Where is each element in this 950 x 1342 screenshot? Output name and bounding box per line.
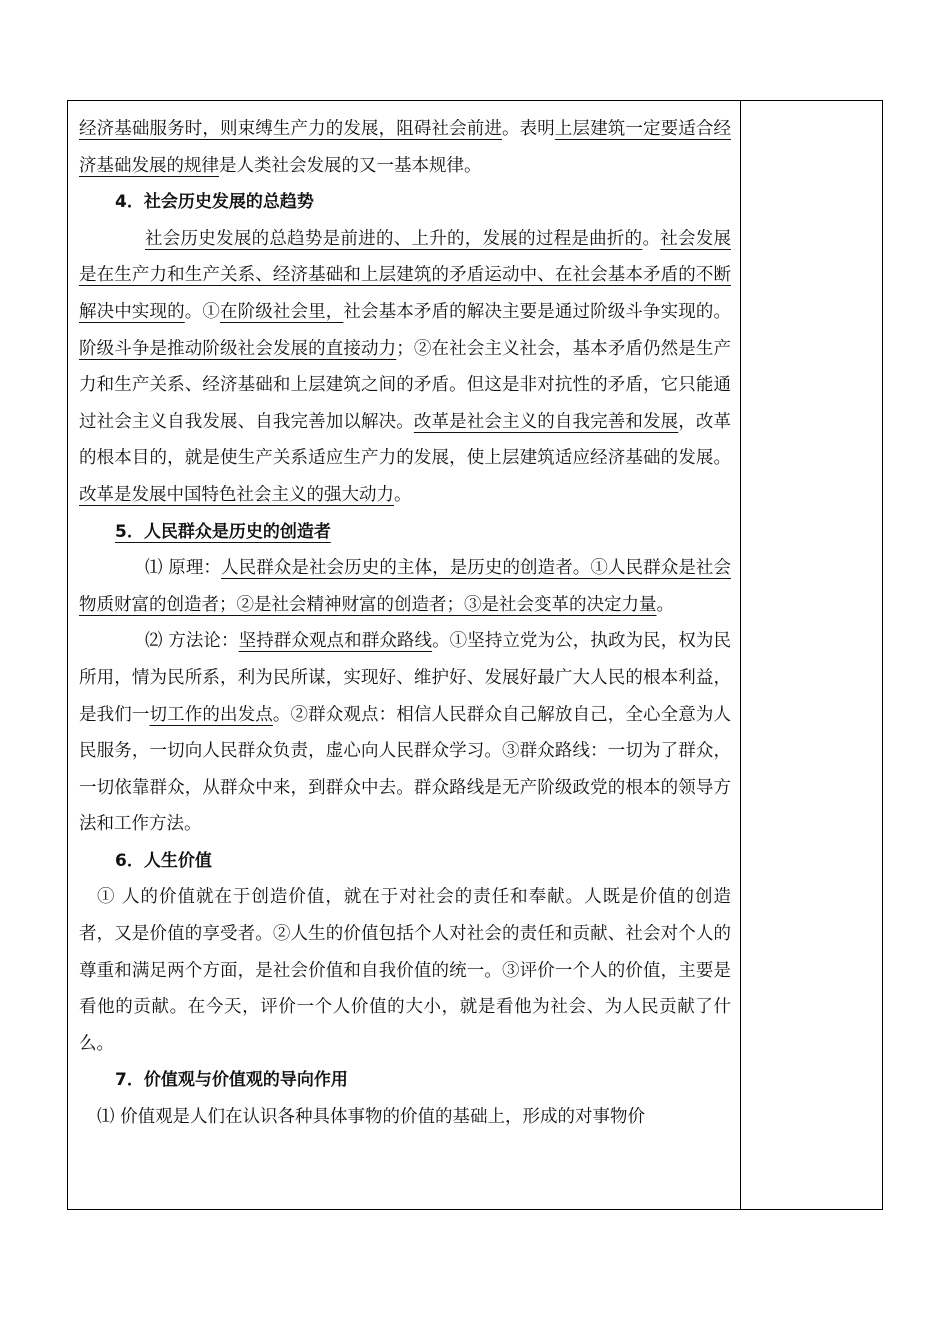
underlined-text: 社会历史发展的总趋势是前进的、上升的，发展的过程是曲折的 — [145, 228, 643, 249]
underlined-text: 经济基础服务时，则束缚生产力的发展，阻碍社会前进 — [79, 119, 502, 139]
main-text-cell — [79, 111, 731, 1136]
section-5-heading: 5．人民群众是历史的创造者 — [115, 521, 331, 542]
section-4-paragraph: 社会历史发展的总趋势是前进的、上升的，发展的过程是曲折的。社会发展是在生产力和生产关系、经济基础和上层建筑的矛盾运动中、在社会基本矛盾的不断解决中实现的。①在阶级社会里，社会基本矛盾的解决主要是通过阶级斗争实现的。阶级斗争是推动阶级社会发展的直接动力；②在社会主义社会，基本矛盾仍然是生产力和生产关系、经济基础和上层建筑之间的矛盾。但这是非对抗性的矛盾，它只能通过社会主义自我发展、自我完善加以解决。改革是社会主义的自我完善和发展，改革的根本目的，就是使生产关系适应生产力的发展，使上层建筑适应经济基础的发展。改革是发展中国特色社会主义的强大动力。 — [79, 228, 731, 505]
underlined-text: 社会发展是在生产力和生产关系、经济基础和上层建筑的矛盾运动中、在社会基本矛盾的不断解决中实现的 — [79, 228, 731, 322]
content-table — [67, 100, 883, 1210]
underlined-text: 在阶级社会里， — [220, 301, 344, 322]
underlined-text: 改革是社会主义的自我完善和发展 — [413, 411, 679, 432]
section-4-heading: 4．社会历史发展的总趋势 — [115, 192, 314, 213]
underlined-text: 上层建筑一定要适合经济基础发展的规律 — [79, 119, 731, 176]
section-6-paragraph: ① 人的价值就在于创造价值，就在于对社会的责任和奉献。人既是价值的创造者，又是价值的享受者。②人生的价值包括个人对社会的责任和贡献、社会对个人的尊重和满足两个方面，是社会价值和自我价值的统一。③评价一个人的价值，主要是看他的贡献。在今天，评价一个人价值的大小，就是看他为社会、为人民贡献了什么。 — [79, 887, 731, 1054]
underlined-text: 坚持群众观点和群众路线 — [238, 631, 433, 652]
continued-paragraph: 经济基础服务时，则束缚生产力的发展，阻碍社会前进。表明上层建筑一定要适合经济基础发展的规律是人类社会发展的又一基本规律。 — [79, 119, 731, 176]
section-5-methodology: ⑵ 方法论：坚持群众观点和群众路线。①坚持立党为公，执政为民，权为民所用，情为民所系，利为民所谋，实现好、维护好、发展好最广大人民的根本利益，是我们一切工作的出发点。②群众观点：相信人民群众自己解放自己，全心全意为人民服务，一切向人民群众负责，虚心向人民群众学习。③群众路线：一切为了群众，一切依靠群众，从群众中来，到群众中去。群众路线是无产阶级政党的根本的领导方法和工作方法。 — [79, 631, 732, 835]
section-5-principle: ⑴ 原理：人民群众是社会历史的主体，是历史的创造者。①人民群众是社会物质财富的创造者；②是社会精神财富的创造者；③是社会变革的决定力量。 — [79, 558, 732, 615]
section-6-heading: 6．人生价值 — [115, 850, 212, 871]
section-7-heading: 7．价值观与价值观的导向作用 — [115, 1070, 348, 1091]
underlined-text: 阶级斗争是推动阶级社会发展的直接动力 — [79, 338, 397, 359]
section-7-paragraph: ⑴ 价值观是人们在认识各种具体事物的价值的基础上，形成的对事物价 — [97, 1107, 646, 1128]
underlined-text: 人民群众是社会历史的主体，是历史的创造者。①人民群众是社会物质财富的创造者；②是社会精神财富的创造者；③是社会变革的决定力量 — [79, 558, 732, 615]
underlined-text: 改革是发展中国特色社会主义的强大动力 — [79, 484, 394, 505]
underlined-text: 切工作的出发点 — [149, 704, 273, 725]
column-divider — [740, 101, 741, 1209]
